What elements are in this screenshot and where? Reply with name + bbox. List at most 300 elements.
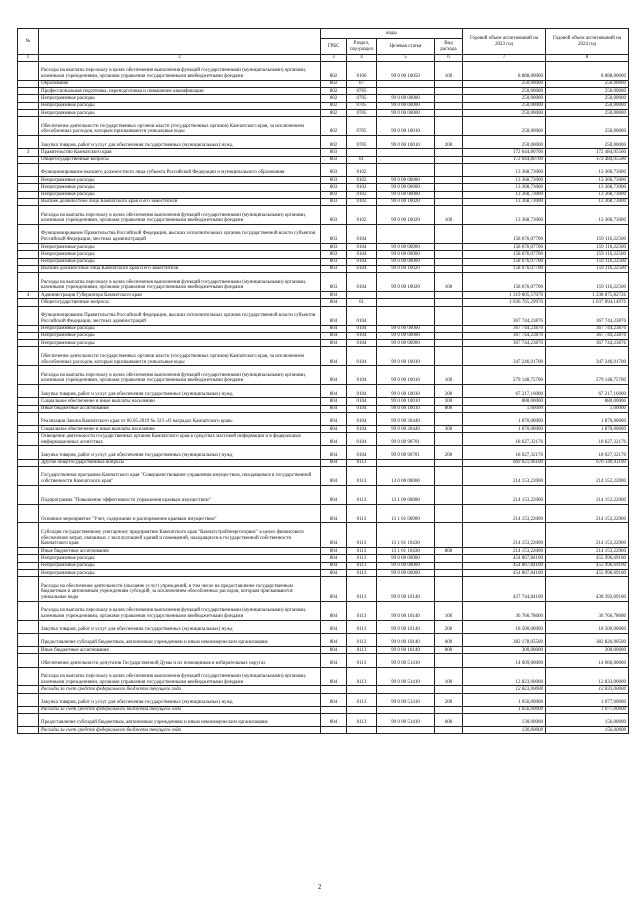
table-row [18,405,629,412]
cell-number [18,385,39,398]
table-row [18,80,629,87]
cell-number: 3 [18,149,39,156]
cell-section: 0113 [347,620,377,633]
cell-section: 0705 [347,117,377,136]
table-row [18,548,629,555]
cell-number [18,62,39,81]
cell-target [377,306,435,325]
cell-2024: 1,00000 [546,405,629,412]
cell-2023: 250,00000 [463,80,546,87]
cell-2023: 158 676,07700 [463,258,546,265]
cell-expense-type [435,577,463,602]
table-row [18,177,629,184]
cell-section [347,686,377,693]
cell-2023: 13 368,73000 [463,163,546,176]
cell-grbs: 804 [321,306,347,325]
table-row [18,191,629,198]
cell-grbs: 804 [321,340,347,347]
cell-grbs: 804 [321,620,347,633]
cell-name: Предоставление субсидий бюджетным, автономным учреждениям и иным некоммерческим организациям [39,714,321,727]
header-2023: Годовой объем ассигнований на 2023 год [463,29,546,55]
cell-grbs: 803 [321,265,347,272]
cell-2024: 13 368,73000 [546,206,629,225]
cell-section: 0104 [347,366,377,385]
cell-expense-type: 200 [435,385,463,398]
cell-target: 99 0 00 10020 [377,273,435,292]
cell-section [347,292,377,299]
cell-expense-type [435,555,463,562]
cell-target: 99 0 00 20440 [377,412,435,425]
cell-number [18,570,39,577]
cell-expense-type [435,292,463,299]
cell-2024: 18 627,32176 [546,433,629,446]
cell-2024: 382 826,90500 [546,634,629,647]
cell-expense-type [435,562,463,569]
cell-expense-type [435,485,463,504]
table-row [18,654,629,667]
cell-2024: 1 037 894,14976 [546,299,629,306]
cell-2023: 437 744,84100 [463,577,546,602]
cell-2024: 36 766,78600 [546,602,629,621]
cell-grbs: 802 [321,117,347,136]
table-row [18,667,629,686]
cell-2023: 454 867,84100 [463,555,546,562]
cell-number [18,426,39,433]
table-row [18,265,629,272]
cell-number [18,136,39,149]
cell-2023: 172 044,80700 [463,156,546,163]
cell-expense-type [435,80,463,87]
cell-target: 99 0 00 00000 [377,191,435,198]
cell-grbs: 804 [321,485,347,504]
cell-expense-type [435,191,463,198]
table-row [18,292,629,299]
cell-target: 99 0 00 20440 [377,426,435,433]
cell-expense-type [435,102,463,109]
cell-2024: 214 153,22000 [546,548,629,555]
cell-expense-type [435,340,463,347]
cell-2024: 250,00000 [546,110,629,117]
cell-expense-type [435,95,463,102]
cell-number [18,634,39,647]
header-index: 7 [463,55,546,62]
header-section: Раздел, под-раздел [347,39,377,55]
cell-2024: 455 996,69100 [546,570,629,577]
cell-name: Функционирование высшего должностного лица субъекта Российской Федерации и муниципального образования [39,163,321,176]
cell-target [377,163,435,176]
cell-section: 0104 [347,347,377,366]
cell-section: 0113 [347,562,377,569]
cell-expense-type: 200 [435,446,463,459]
cell-2024: 214 153,22000 [546,485,629,504]
cell-target: 13 1 00 00000 [377,485,435,504]
cell-2023: 250,00000 [463,102,546,109]
cell-expense-type [435,184,463,191]
cell-target: 99 0 00 51410 [377,714,435,727]
cell-2024: 455 996,69100 [546,555,629,562]
cell-2023: 130,00000 [463,714,546,727]
cell-2024: 1 077,00000 [546,706,629,713]
cell-number [18,156,39,163]
cell-2024: 438 393,69100 [546,577,629,602]
cell-2024: 156,00000 [546,714,629,727]
cell-name: Функционирование Правительства Российской Федерации, высших исполнительных органов государственной власти субъектов Российской Федерации, местных администраций [39,306,321,325]
cell-name: Непрограммные расходы [39,191,321,198]
cell-section: 0104 [347,251,377,258]
cell-target: 99 0 00 51410 [377,654,435,667]
cell-2023: 13 368,73000 [463,198,546,205]
cell-number [18,206,39,225]
cell-expense-type [435,163,463,176]
cell-grbs: 804 [321,385,347,398]
cell-target: 13 1 01 10430 [377,548,435,555]
cell-expense-type [435,504,463,523]
cell-grbs: 804 [321,426,347,433]
cell-2023: 8 888,00000 [463,62,546,81]
cell-target: 13 1 01 10430 [377,523,435,548]
cell-target: 99 0 00 10020 [377,198,435,205]
cell-2024: 172 484,95500 [546,149,629,156]
cell-number [18,258,39,265]
cell-expense-type [435,110,463,117]
cell-2023: 158 676,07700 [463,265,546,272]
cell-number: 4 [18,292,39,299]
table-row [18,149,629,156]
cell-grbs: 803 [321,177,347,184]
cell-grbs: 803 [321,191,347,198]
cell-expense-type [435,88,463,95]
cell-expense-type: 100 [435,366,463,385]
cell-grbs: 804 [321,634,347,647]
cell-grbs: 804 [321,577,347,602]
cell-section: 0104 [347,398,377,405]
cell-section: 01 [347,156,377,163]
cell-grbs: 803 [321,206,347,225]
cell-target [377,149,435,156]
cell-expense-type [435,177,463,184]
cell-2024: 13 368,73000 [546,191,629,198]
cell-2023: 12 823,00000 [463,667,546,686]
cell-name: Расходы за счет средств федерального бюджета текущего года [39,706,321,713]
table-row [18,706,629,713]
cell-name: Непрограммные расходы [39,110,321,117]
cell-2024: 13 368,73000 [546,198,629,205]
cell-name: Предоставление субсидий бюджетным, автономным учреждениям и иным некоммерческим организациям [39,634,321,647]
cell-expense-type [435,686,463,693]
table-row [18,577,629,602]
table-row [18,523,629,548]
cell-target: 99 0 00 10140 [377,634,435,647]
cell-name: Непрограммные расходы [39,325,321,332]
cell-2023: 130,00000 [463,727,546,734]
budget-table [17,28,629,734]
cell-grbs: 804 [321,292,347,299]
cell-number [18,602,39,621]
cell-2024: 1 238 875,82726 [546,292,629,299]
cell-section: 0104 [347,446,377,459]
cell-grbs [321,727,347,734]
cell-2023: 250,00000 [463,95,546,102]
cell-name: Расходы на выплаты персоналу в целях обеспечения выполнения функций государственными (муниципальными) органами, казенными учреждениями, органами управления государственными внебюджетными фондами [39,667,321,686]
cell-2024: 367 744,23876 [546,340,629,347]
cell-name: Иные бюджетные ассигнования [39,405,321,412]
cell-section: 0113 [347,570,377,577]
cell-section: 0113 [347,504,377,523]
cell-section: 0106 [347,62,377,81]
cell-2023: 214 153,22000 [463,523,546,548]
cell-name: Реализация Закона Камчатского края от 06.05.2019 № 323 «О наградах Камчатского края» [39,412,321,425]
cell-section: 0104 [347,385,377,398]
cell-grbs: 803 [321,163,347,176]
table-row [18,570,629,577]
cell-2023: 158 676,07700 [463,225,546,244]
cell-grbs: 804 [321,325,347,332]
cell-number [18,693,39,706]
cell-section: 07 [347,80,377,87]
cell-name: Закупка товаров, работ и услуг для обеспечения государственных (муниципальных) нужд [39,620,321,633]
cell-target: 99 0 00 51410 [377,667,435,686]
cell-number [18,265,39,272]
cell-number [18,88,39,95]
cell-name: Непрограммные расходы [39,570,321,577]
cell-2023: 1 056,00000 [463,693,546,706]
cell-name: Правительство Камчатского края [39,149,321,156]
cell-2023: 347 246,91700 [463,347,546,366]
cell-grbs: 802 [321,95,347,102]
cell-number [18,504,39,523]
cell-name: Образование [39,80,321,87]
table-row [18,340,629,347]
cell-expense-type [435,654,463,667]
table-row [18,184,629,191]
table-row [18,714,629,727]
cell-name: Государственная программа Камчатского края "Совершенствование управления имуществом, находящимся в государственной собственности Камчатского края" [39,466,321,485]
cell-target [377,80,435,87]
cell-expense-type [435,706,463,713]
cell-expense-type: 800 [435,405,463,412]
cell-target [377,686,435,693]
cell-target [377,727,435,734]
table-row [18,206,629,225]
cell-grbs: 804 [321,366,347,385]
cell-target [377,299,435,306]
cell-grbs: 802 [321,110,347,117]
table-row [18,156,629,163]
cell-name: Иные бюджетные ассигнования [39,548,321,555]
cell-2023: 367 744,23876 [463,340,546,347]
table-row [18,325,629,332]
cell-target: 99 0 00 00000 [377,555,435,562]
cell-2023: 13 368,73000 [463,184,546,191]
header-2024: Годовой объем ассигнований на 2024 год [546,29,629,55]
cell-2024: 250,00000 [546,95,629,102]
cell-number [18,555,39,562]
cell-2023: 1,00000 [463,405,546,412]
cell-grbs: 804 [321,555,347,562]
cell-grbs: 802 [321,102,347,109]
table-row [18,693,629,706]
cell-2023: 214 153,22000 [463,466,546,485]
cell-number [18,332,39,339]
cell-number [18,562,39,569]
cell-target [377,459,435,466]
cell-2023: 1 870,00000 [463,426,546,433]
cell-number [18,325,39,332]
cell-2024: 300,00000 [546,647,629,654]
cell-2024: 214 153,22000 [546,504,629,523]
cell-section: 0102 [347,198,377,205]
cell-section: 0705 [347,136,377,149]
cell-expense-type: 300 [435,426,463,433]
cell-target: 99 0 00 10010 [377,136,435,149]
cell-grbs: 804 [321,299,347,306]
cell-name: Расходы на выплаты персоналу в целях обеспечения выполнения функций государственными (муниципальными) органами, казенными учреждениями, органами управления государственными внебюджетными фондами [39,366,321,385]
cell-2023: 1 036 765,29976 [463,299,546,306]
cell-2024: 367 744,23876 [546,306,629,325]
table-row [18,555,629,562]
cell-grbs: 803 [321,184,347,191]
cell-name: Другие общегосударственные вопросы [39,459,321,466]
cell-grbs: 803 [321,149,347,156]
cell-expense-type: 100 [435,602,463,621]
table-row [18,163,629,176]
cell-expense-type [435,570,463,577]
table-row [18,244,629,251]
table-row [18,273,629,292]
cell-number [18,523,39,548]
cell-2024: 13 368,73000 [546,184,629,191]
cell-name: Непрограммные расходы [39,184,321,191]
page-number: 2 [317,883,322,891]
header-index: 6 [435,55,463,62]
cell-number [18,251,39,258]
cell-2023: 158 676,07700 [463,251,546,258]
table-row [18,433,629,446]
cell-section: 0113 [347,485,377,504]
cell-grbs: 802 [321,88,347,95]
cell-2024: 156,00000 [546,727,629,734]
cell-section: 0102 [347,184,377,191]
cell-number [18,485,39,504]
cell-expense-type: 800 [435,647,463,654]
table-body [18,62,629,734]
cell-target [377,706,435,713]
cell-expense-type: 200 [435,693,463,706]
cell-number [18,177,39,184]
cell-number [18,654,39,667]
cell-section: 0102 [347,206,377,225]
table-row [18,398,629,405]
cell-grbs: 802 [321,136,347,149]
cell-name: Социальное обеспечение и иные выплаты населению [39,398,321,405]
cell-2023: 13 368,73000 [463,191,546,198]
cell-number [18,446,39,459]
header-codes: коды [321,29,463,39]
table-row [18,446,629,459]
cell-number [18,714,39,727]
cell-2024: 214 153,22000 [546,523,629,548]
table-row [18,385,629,398]
cell-target: 99 0 00 00000 [377,102,435,109]
header-index: 8 [546,55,629,62]
cell-name: Расходы за счет средств федерального бюджета текущего года [39,686,321,693]
cell-grbs: 804 [321,693,347,706]
cell-expense-type: 800 [435,548,463,555]
cell-target: 99 0 00 00000 [377,325,435,332]
table-row [18,504,629,523]
cell-2024: 1 077,00000 [546,693,629,706]
cell-section: 0705 [347,88,377,95]
header-index: 4 [347,55,377,62]
cell-2024: 159 116,22500 [546,244,629,251]
cell-number [18,184,39,191]
cell-2024: 670 149,91100 [546,459,629,466]
cell-expense-type [435,306,463,325]
cell-number [18,366,39,385]
cell-number [18,398,39,405]
cell-2024: 1 870,00000 [546,412,629,425]
cell-2024: 18 627,32176 [546,446,629,459]
cell-name: Обеспечение деятельности депутатов Государственной Думы и их помощников в избирательных округах [39,654,321,667]
cell-2023: 1 319 805,57076 [463,292,546,299]
cell-name: Непрограммные расходы [39,332,321,339]
cell-2023: 172 044,80700 [463,149,546,156]
cell-section: 0104 [347,258,377,265]
cell-2024: 172 484,95500 [546,156,629,163]
cell-2023: 367 744,23876 [463,306,546,325]
header-target: Целевая статья [377,39,435,55]
cell-name: Непрограммные расходы [39,555,321,562]
cell-expense-type: 100 [435,62,463,81]
cell-2024: 159 116,22500 [546,258,629,265]
cell-section: 0104 [347,265,377,272]
cell-2023: 300,00000 [463,647,546,654]
cell-grbs [321,686,347,693]
cell-target: 99 0 00 10020 [377,265,435,272]
cell-expense-type [435,332,463,339]
cell-2023: 158 676,07700 [463,244,546,251]
cell-target [377,292,435,299]
header-grbs: ГРБС [321,39,347,55]
cell-target: 99 0 00 10010 [377,385,435,398]
cell-expense-type [435,347,463,366]
table-row [18,459,629,466]
cell-2023: 250,00000 [463,88,546,95]
table-row [18,332,629,339]
cell-section: 0113 [347,548,377,555]
table-row [18,225,629,244]
cell-section: 0113 [347,714,377,727]
cell-2023: 367 744,23876 [463,332,546,339]
cell-2023: 214 153,22000 [463,485,546,504]
cell-2023: 454 867,84100 [463,562,546,569]
cell-target [377,225,435,244]
cell-number [18,80,39,87]
cell-grbs: 804 [321,332,347,339]
table-row [18,102,629,109]
cell-expense-type [435,251,463,258]
cell-name: Расходы на выплаты персоналу в целях обеспечения выполнения функций государственными (муниципальными) органами, казенными учреждениями, органами управления государственными внебюджетными фондами [39,206,321,225]
cell-target: 13 1 01 00000 [377,504,435,523]
cell-2024: 18 500,00000 [546,620,629,633]
cell-grbs: 804 [321,562,347,569]
cell-grbs: 803 [321,251,347,258]
cell-expense-type [435,459,463,466]
cell-grbs: 804 [321,398,347,405]
cell-2023: 250,00000 [463,117,546,136]
cell-grbs: 804 [321,466,347,485]
table-row [18,366,629,385]
